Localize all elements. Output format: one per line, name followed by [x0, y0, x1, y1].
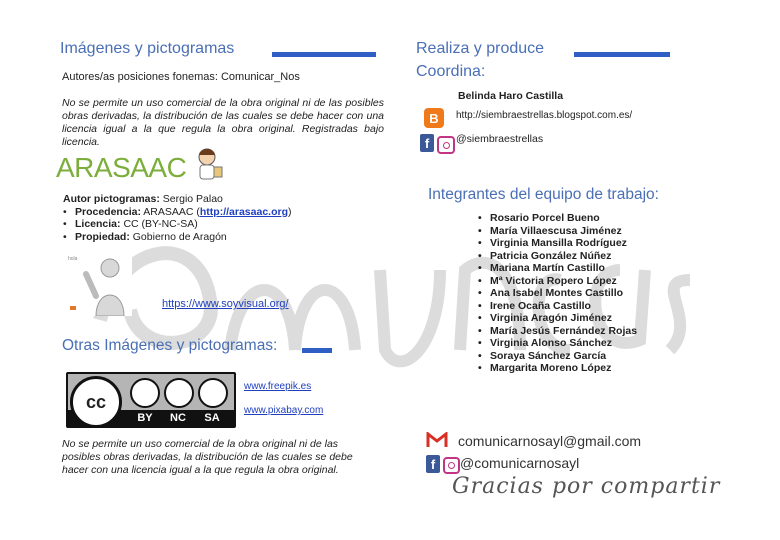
- coordinator-name: Belinda Haro Castilla: [458, 90, 564, 102]
- sa-share-icon: [198, 378, 228, 408]
- team-member: • María Jesús Fernández Rojas: [478, 325, 637, 338]
- cc-icon: cc: [70, 376, 122, 428]
- team-member: • Virginia Aragón Jiménez: [478, 312, 637, 325]
- cc-by-label: BY: [137, 412, 153, 424]
- team-member: • Virginia Alonso Sánchez: [478, 337, 637, 350]
- instagram-icon: [437, 136, 455, 154]
- team-list: [478, 212, 637, 375]
- by-person-icon: [130, 378, 160, 408]
- svg-text:hola: hola: [68, 256, 78, 262]
- team-member: • Patricia González Núñez: [478, 250, 637, 263]
- team-member: • Mariana Martín Castillo: [478, 262, 637, 275]
- credit-item-procedencia: • Procedencia: ARASAAC (http://arasaac.org): [63, 206, 383, 219]
- team-heading: Integrantes del equipo de trabajo:: [428, 186, 659, 203]
- cc-license-badge: [66, 372, 236, 428]
- freepik-link[interactable]: www.freepik.es: [244, 381, 312, 392]
- social-handle-2[interactable]: @comunicarnosayl: [460, 455, 580, 471]
- cc-sa-label: SA: [204, 412, 220, 424]
- credit-item-propiedad: • Propiedad: Gobierno de Aragón: [63, 231, 383, 244]
- images-heading: Imágenes y pictogramas: [60, 40, 235, 57]
- coordina-label: Coordina:: [416, 63, 486, 80]
- arasaac-logo: [56, 152, 186, 184]
- team-member: • Mª Victoria Ropero López: [478, 275, 637, 288]
- blog-url[interactable]: http://siembraestrellas.blogspot.com.es/: [456, 110, 633, 121]
- bottom-license-notice: No se permite un uso comercial de la obra original ni de las posibles obras derivadas, la distribución de las cuales se debe hacer con una licencia igual a la que regula la obra original.: [62, 438, 353, 476]
- other-heading-bar: [302, 348, 332, 353]
- team-member: • Soraya Sánchez García: [478, 350, 637, 363]
- pixabay-link[interactable]: www.pixabay.com: [244, 405, 324, 416]
- pictogram-credits: [63, 193, 383, 243]
- arasaac-child-icon: [188, 145, 226, 183]
- other-images-heading: Otras Imágenes y pictogramas:: [62, 337, 278, 354]
- author-label: Autor pictogramas:: [63, 193, 160, 205]
- produce-underline-bar: [574, 52, 670, 57]
- team-member: • Rosario Porcel Bueno: [478, 212, 637, 225]
- team-member: • Irene Ocaña Castillo: [478, 300, 637, 313]
- heading-underline-bar: [272, 52, 376, 57]
- team-member: • Margarita Moreno López: [478, 362, 637, 375]
- produce-label: Realiza y produce: [416, 40, 545, 57]
- team-member: • Ana Isabel Montes Castillo: [478, 287, 637, 300]
- social-handle[interactable]: @siembraestrellas: [456, 133, 544, 145]
- facebook-icon: f: [420, 134, 434, 152]
- license-notice: No se permite un uso comercial de la obra original ni de las posibles obras derivadas, la distribución de las cuales se debe hacer con una licencia igual a la que regula la obra original. Registradas bajo licencia.: [62, 97, 384, 148]
- authors-line: Autores/as posiciones fonemas: Comunicar_Nos: [62, 71, 300, 83]
- team-member: • Virginia Mansilla Rodríguez: [478, 237, 637, 250]
- cc-nc-label: NC: [170, 412, 186, 424]
- arasaac-logo-text: ARASAAC: [56, 152, 187, 183]
- email-address[interactable]: comunicarnosayl@gmail.com: [458, 433, 642, 449]
- blogger-icon: B: [424, 108, 444, 128]
- arasaac-link[interactable]: http://arasaac.org: [199, 205, 288, 218]
- facebook-icon-2: f: [426, 455, 440, 473]
- instagram-icon-2: [443, 457, 460, 474]
- nc-dollar-icon: [164, 378, 194, 408]
- team-member: • María Villaescusa Jiménez: [478, 225, 637, 238]
- author-value: Sergio Palao: [159, 193, 223, 205]
- credit-item-licencia: • Licencia: CC (BY-NC-SA): [63, 218, 383, 231]
- soyvisual-link[interactable]: https://www.soyvisual.org/: [162, 298, 289, 310]
- gmail-icon: [426, 432, 448, 448]
- thanks-signature: Gracias por compartir: [452, 474, 721, 499]
- soyvisual-figure-icon: [66, 252, 132, 316]
